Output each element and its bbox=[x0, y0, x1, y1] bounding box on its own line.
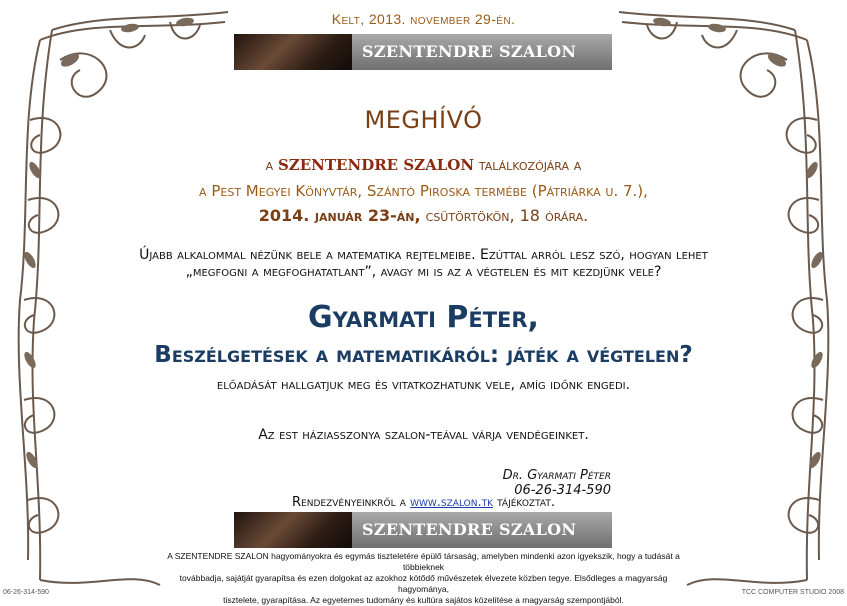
date-line bbox=[0, 206, 847, 225]
handshake-image bbox=[234, 34, 352, 70]
hostess-note: Az est háziasszonya szalon-teával várja vendégeinket. bbox=[258, 427, 589, 443]
intro-line-1: Újabb alkalommal nézünk bele a matematika rejtelmeibe. Ezúttal arról lesz szó, hogyan lehet bbox=[139, 247, 708, 263]
footer-line-1: A SZENTENDRE SZALON hagyományokra és egymás tiszteletére épülő társaság, amelyben mindenki azon igyekszik, hogy a tudását a többieknek bbox=[167, 551, 680, 572]
footer-text bbox=[160, 551, 687, 606]
lecture-note: előadását hallgatjuk meg és vitatkozhatunk vele, amíg időnk engedi. bbox=[216, 377, 631, 393]
footer-line-3: tisztelete, gyarapítása. Az egyetemes tudomány és kultúra sajátos közelítése a magyarság szempontjából. bbox=[223, 595, 624, 605]
events-info-post: tájékoztat. bbox=[492, 495, 555, 510]
event-date: 2014. január 23-án, bbox=[258, 206, 421, 225]
events-info-pre: Rendezvényeinkről a bbox=[292, 495, 411, 510]
website-link[interactable]: www.szalon.tk bbox=[410, 495, 493, 510]
invite-line-1 bbox=[0, 156, 847, 174]
event-time: csütörtökön, 18 órára. bbox=[420, 206, 589, 225]
speaker-name: Gyarmati Péter, bbox=[308, 300, 539, 335]
page-title: MEGHÍVÓ bbox=[364, 106, 483, 134]
banner-title: SZENTENDRE SZALON bbox=[362, 42, 577, 61]
signature-phone: 06-26-314-590 bbox=[514, 483, 611, 498]
footer-line-2: továbbadja, sajátját gyarapítsa és ezen dolgokat az azokhoz kötődő művészetek élvezete közben tegye. Elsődleges a magyarság hagyománya, bbox=[179, 573, 668, 594]
dateline: Kelt, 2013. november 29-én. bbox=[331, 11, 516, 27]
intro-line-2: „megfogni a megfoghatatlant”, avagy mi is az a végtelen és mit kezdjünk vele? bbox=[185, 264, 662, 280]
lecture-topic: Beszélgetések a matematikáról: játék a végtelen? bbox=[154, 342, 693, 368]
signature-name: Dr. Gyarmati Péter bbox=[502, 468, 611, 483]
venue-line: a Pest Megyei Könyvtár, Szántó Piroska termébe (Pátriárka u. 7.), bbox=[199, 182, 648, 200]
events-info bbox=[0, 495, 847, 510]
corner-credit: TCC COMPUTER STUDIO 2008 bbox=[741, 589, 844, 596]
top-banner bbox=[234, 34, 612, 70]
bottom-banner-title: SZENTENDRE SZALON bbox=[362, 520, 577, 539]
bottom-banner bbox=[234, 512, 612, 548]
corner-phone: 06-26-314-590 bbox=[3, 589, 49, 596]
invite-line-1-pre: a bbox=[265, 156, 278, 174]
intro-paragraph bbox=[0, 247, 847, 281]
handshake-image-bottom bbox=[234, 512, 352, 548]
invite-line-1-org: SZENTENDRE SZALON bbox=[277, 156, 475, 174]
invite-line-1-post: találkozójára a bbox=[474, 156, 582, 174]
